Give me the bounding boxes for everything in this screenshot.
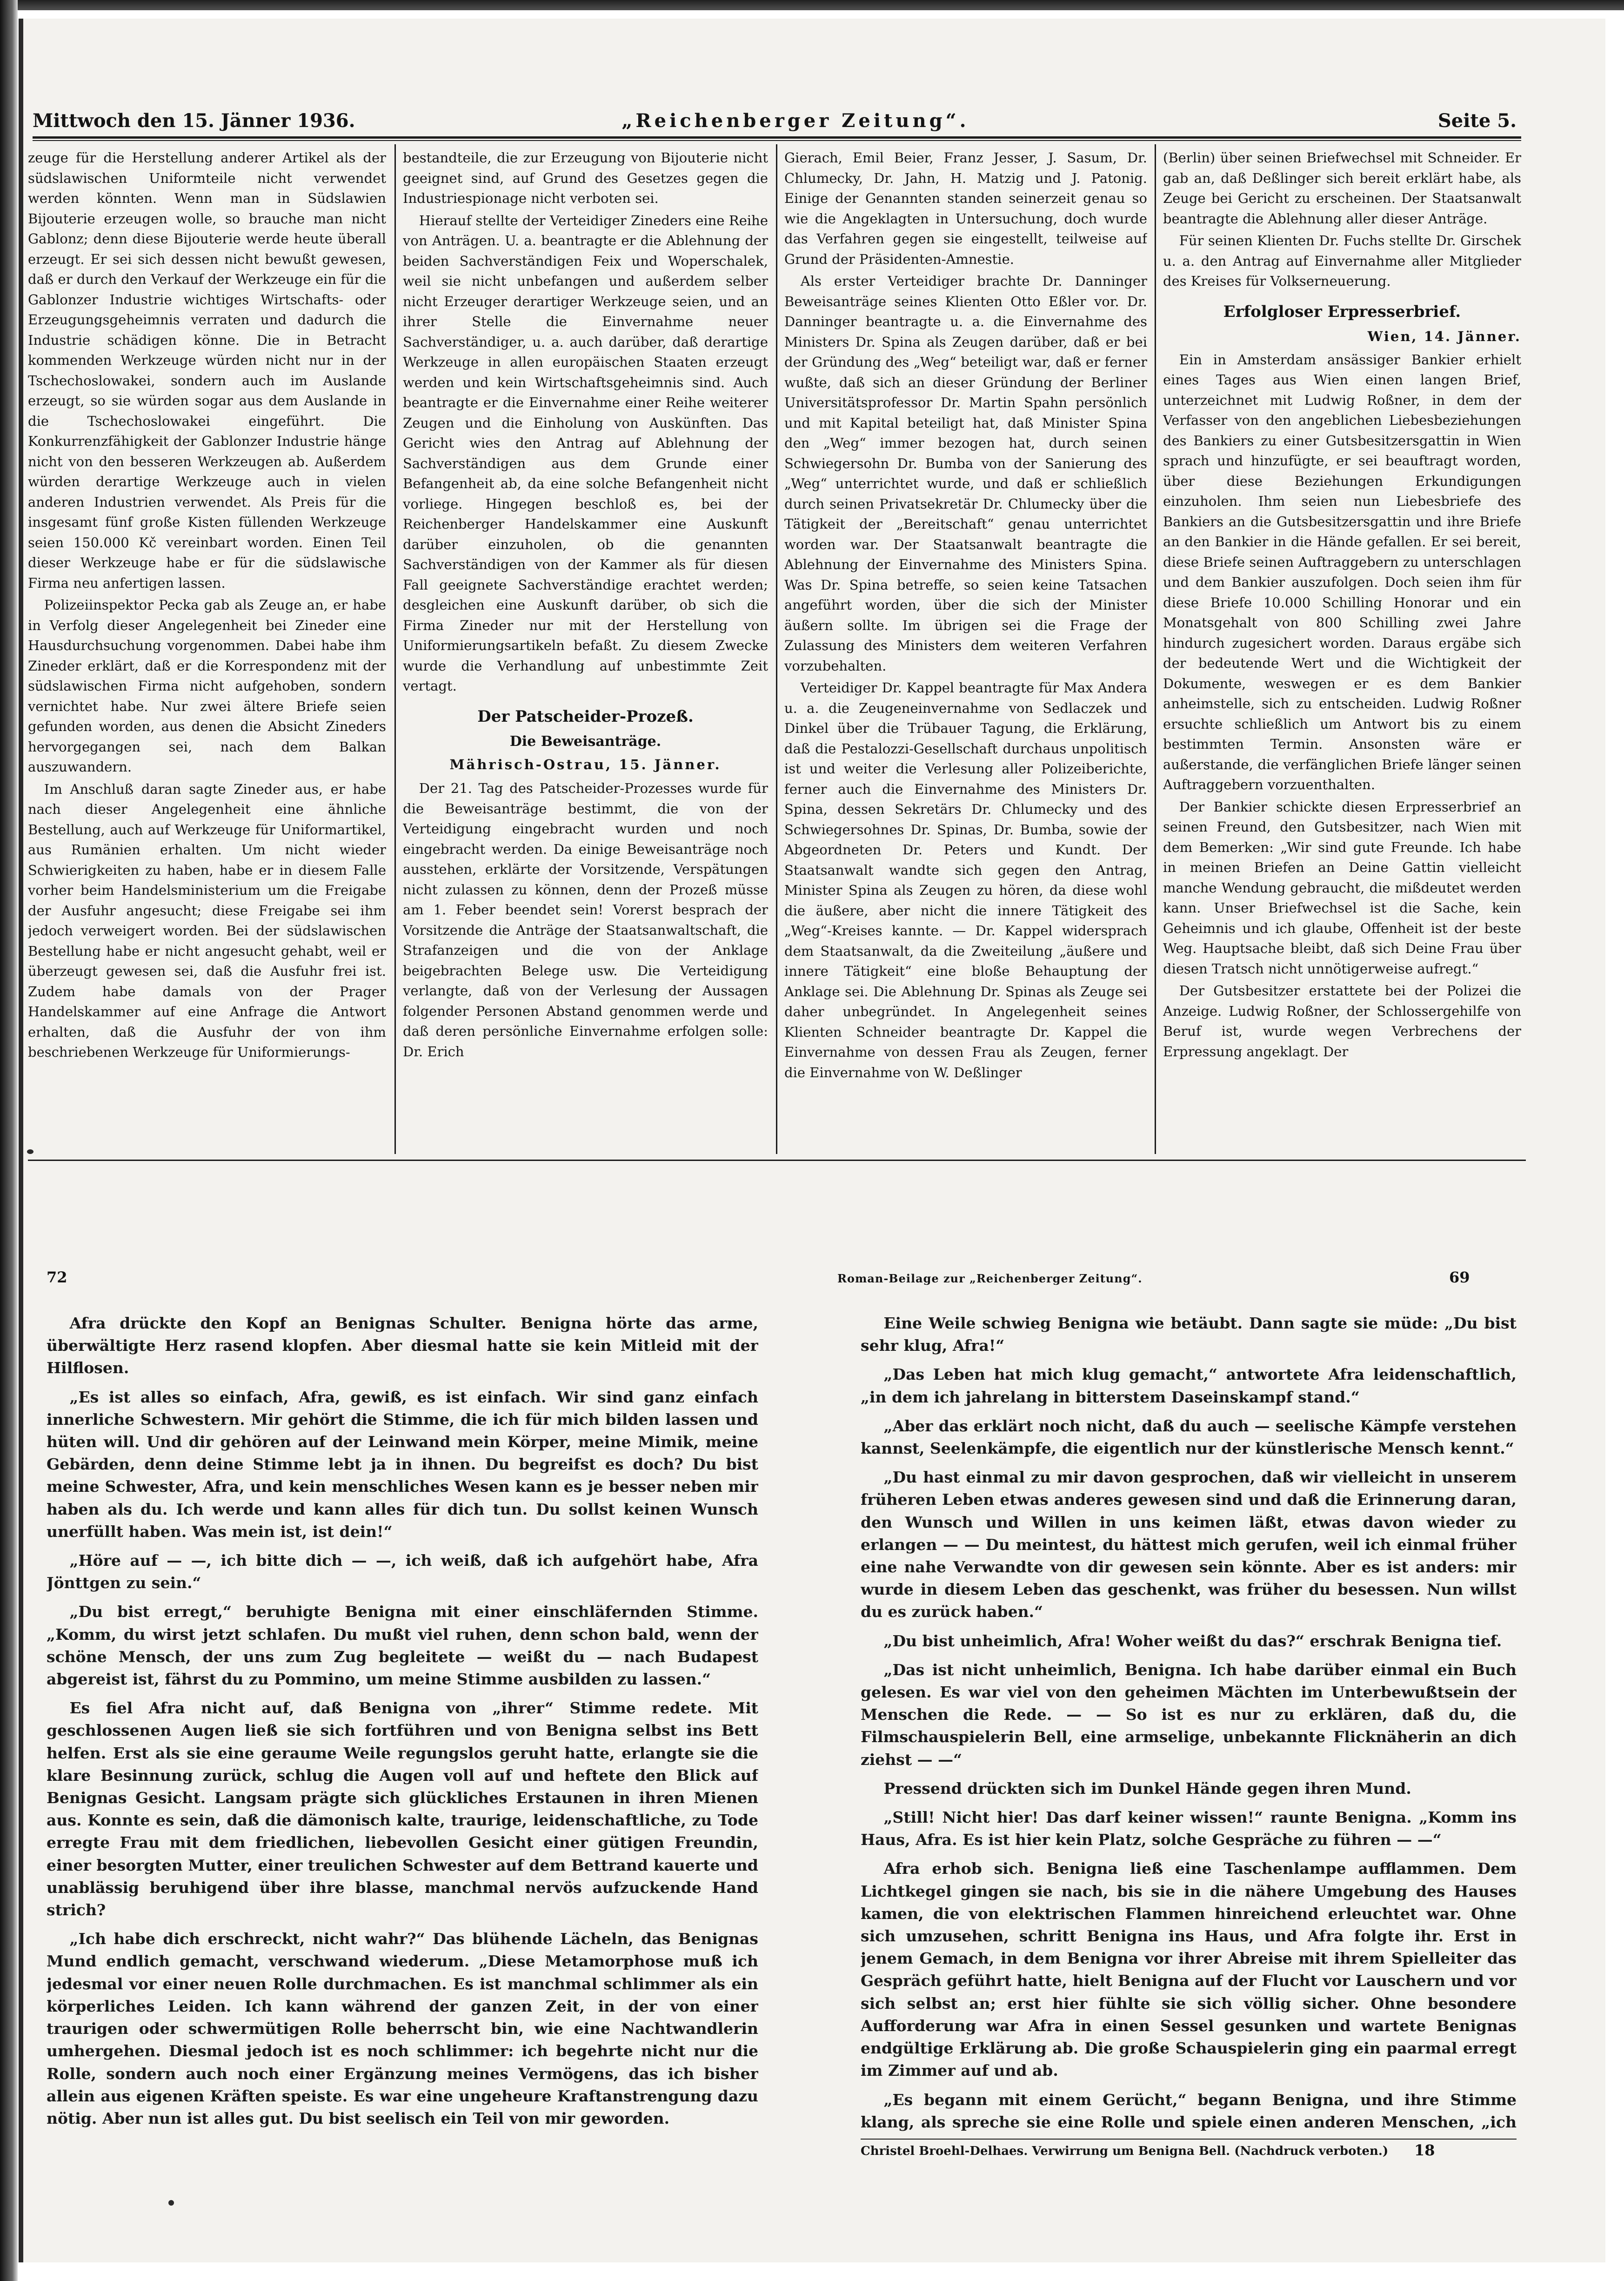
news-column-3 bbox=[784, 148, 1147, 1153]
novel-paragraph: „Ich habe dich erschreckt, nicht wahr?“ Das blühende Lächeln, das Benignas Mund endlich gemacht, verschwand wiederum. „Diese Metamorphose muß ich jedesmal vor einer neuen Rolle durchmachen. Es ist manchmal schlimmer als ein körperliches Leiden. Ich kann während der ganzen Zeit, in der von einer traurigen oder schwermütigen Rolle beherrscht bin, wie eine Nachtwandlerin umhergehen. Diesmal jedoch ist es noch schlimmer: ich begehrte nicht nur die Rolle, sondern auch noch einer Ergänzung meines Vermögens, das ich bisher allein aus eigenen Kräften speiste. Es war eine ungeheure Kraftanstrengung dazu nötig. Aber nun ist alles gut. Du bist seelisch ein Teil von mir geworden. bbox=[47, 1930, 758, 2127]
novel-footer-rule bbox=[861, 2139, 1517, 2140]
col2-paragraph: Hierauf stellte der Verteidiger Zineders eine Reihe von Anträgen. U. a. beantragte er die Ablehnung der beiden Sachverständigen Feix und Woperschalek, weil sie nicht unbefangen und außerdem selber nicht Erzeuger derartiger Werkzeuge seien, und an ihrer Stelle die Einvernahme neuer Sachverständiger, u. a. auch darüber, daß derartige Werkzeuge in allen europäischen Staaten erzeugt werden und kein Wirtschaftsgeheimnis sind. Auch beantragte er die Einvernahme einer Reihe weiterer Zeugen und die Einholung von Auskünften. Das Gericht wies den Antrag auf Ablehnung der Sachverständigen aus dem Grunde einer Befangenheit ab, da eine solche Befangenheit nicht vorliege. Hingegen beschloß es, bei der Reichenberger Handelskammer eine Auskunft darüber einzuholen, ob die genannten Sachverständigen von der Kammer als für diesen Fall geeignete Sachverständige erachtet werden; desgleichen eine Auskunft darüber, ob sich die Firma Zineder nur mit der Herstellung von Uniformierungsartikeln befaßt. Zu diesem Zwecke wurde die Verhandlung auf unbestimmte Zeit vertagt. bbox=[403, 212, 768, 694]
print-smudge bbox=[168, 2200, 174, 2206]
novel-paragraph: „Du bist unheimlich, Afra! Woher weißt du das?“ erschrak Benigna tief. bbox=[883, 1631, 1502, 1650]
news-column-1 bbox=[28, 148, 386, 1153]
novel-paragraph: „Es ist alles so einfach, Afra, gewiß, es ist einfach. Wir sind ganz einfach innerliche Schwestern. Mir gehört die Stimme, die ich für mich bilden lassen und hüten will. Und dir gehören auf der Leinwand mein Körper, meine Mimik, meine Gebärden, denn deine Stimme lebt ja in ihnen. Du begreifst es doch? Du bist meine Schwester, Afra, und kein menschliches Wesen kann es je besser neben mir haben als du. Ich werde und kann alles für dich tun. Du sollst keinen Wunsch unerfüllt haben. Was mein ist, ist dein!“ bbox=[47, 1388, 758, 1541]
print-smudge bbox=[27, 1149, 33, 1154]
novel-signature-number: 18 bbox=[1414, 2141, 1435, 2159]
header-rule-thin bbox=[33, 140, 1521, 141]
col1-paragraph: Im Anschluß daran sagte Zineder aus, er habe nach dieser Angelegenheit eine ähnliche Bestellung, auch auf Werkzeuge für Uniformartikel, aus Rumänien erhalten. Um nicht wieder Schwierigkeiten zu haben, habe er in diesem Falle vorher beim Handelsministerium um die Freigabe der Ausfuhr angesucht; diese Freigabe sei ihm jedoch verweigert worden. Bei der südslawischen Bestellung habe er nicht angesucht gehabt, weil er überzeugt gewesen sei, daß die Ausfuhr frei ist. Zudem habe damals von der Prager Handelskammer auf eine Anfrage die Antwort erhalten, daß die Ausfuhr der von ihm beschriebenen Werkzeuge für Uniformierungs- bbox=[28, 781, 386, 1060]
novel-paragraph: „Das ist nicht unheimlich, Benigna. Ich habe darüber einmal ein Buch gelesen. Es war viel von den geheimen Mächten im Unterbewußtsein der Menschen die Rede. — — So ist es nur zu erklären, daß du, die Filmschauspielerin Bell, eine armselige, unbekannte Flicknäherin an dich ziehst — —“ bbox=[861, 1660, 1517, 1769]
col2-paragraph: Der 21. Tag des Patscheider-Prozesses wurde für die Beweisanträge bestimmt, die von der Verteidigung eingebracht wurden und noch eingebracht werden. Da einige Beweisanträge noch ausstehen, erklärte der Vorsitzende, Verspätungen nicht zulassen zu können, denn der Prozeß müsse am 1. Feber beendet sein! Vorerst besprach der Vorsitzende die Anträge der Staatsanwaltschaft, die Strafanzeigen und die von der Anklage beigebrachten Belege usw. Die Verteidigung verlangte, daß von der Verlesung der Aussagen folgender Personen Abstand genommen werde und daß deren persönliche Einvernahme erfolgen solle: Dr. Erich bbox=[403, 780, 768, 1060]
novel-paragraph: Eine Weile schwieg Benigna wie betäubt. Dann sagte sie müde: „Du bist sehr klug, Afra!“ bbox=[861, 1314, 1517, 1355]
article-heading-patscheider: Der Patscheider-Prozeß. bbox=[477, 707, 694, 726]
novel-paragraph: Es fiel Afra nicht auf, daß Benigna von „ihrer“ Stimme redete. Mit geschlossenen Augen ließ sie sich fortführen und von Benigna selbst ins Bett helfen. Erst als sie eine geraume Weile regungslos geruht hatte, erlangte sie die klare Besinnung zurück, schlug die Augen voll auf und heftete den Blick auf Benignas Gesicht. Langsam prägte sich glückliches Erstaunen in ihren Mienen aus. Konnte es sein, daß die dämonisch kalte, traurige, leidenschaftliche, zu Tode erregte Frau mit dem friedlichen, liebevollen Gesicht einer gütigen Freundin, einer besorgten Mutter, einer treulichen Schwester auf dem Bettrand kauerte und unablässig beruhigend über ihre blasse, manchmal nervös aufzuckende Hand strich? bbox=[47, 1699, 758, 1919]
article-dateline: Mährisch-Ostrau, 15. Jänner. bbox=[449, 756, 722, 772]
novel-paragraph: „Du hast einmal zu mir davon gesprochen, daß wir vielleicht in unserem früheren Leben etwas anderes gewesen sind und daß die Erinnerung daran, den Wunsch und Willen in uns keimen läßt, etwas davon wieder zu erlangen — — Du meintest, du hättest mich gerufen, weil ich einmal früher eine nahe Verwandte von dir gewesen sein könnte. Aber es ist anders: mir wurde in diesem Leben das geschenkt, was früher du besessen. Nun willst du es zurück haben.“ bbox=[861, 1468, 1517, 1621]
col1-paragraph: Polizeiinspektor Pecka gab als Zeuge an, er habe in Verfolg dieser Angelegenheit bei Zineder eine Hausdurchsuchung vorgenommen. Dabei habe ihm Zineder erklärt, daß er die Korrespondenz mit der südslawischen Firma nicht aufgehoben, sondern vernichtet habe. Nur zwei ältere Briefe seien gefunden worden, aus denen die Absicht Zineders hervorgegangen sei, nach dem Balkan auszuwandern. bbox=[28, 597, 386, 775]
novel-column-right bbox=[861, 1312, 1517, 2131]
header-date: Mittwoch den 15. Jänner 1936. bbox=[33, 110, 355, 132]
col4-paragraph: Für seinen Klienten Dr. Fuchs stellte Dr. Girschek u. a. den Antrag auf Einvernahme aller Mitglieder des Kreises für Volkserneuerung. bbox=[1163, 233, 1521, 289]
scan-edge-top bbox=[0, 0, 1624, 10]
col3-paragraph: Verteidiger Dr. Kappel beantragte für Max Andera u. a. die Zeugeneinvernahme von Sedlaczek und Dinkel über die Trübauer Tagung, die Erklärung, daß die Pestalozzi-Gesellschaft durchaus unpolitisch ist und weiter die Verlesung aller Polizeiberichte, ferner auch die Einvernahme des Ministers Dr. Spina, dessen Sekretärs Dr. Chlumecky und des Schwiegersohnes Dr. Spinas, Dr. Bumba, sowie der Abgeordneten Dr. Peters und Kundt. Der Staatsanwalt wandte sich gegen den Antrag, Minister Spina als Zeugen zu hören, da diese wohl die äußere, aber nicht die innere Tätigkeit des „Weg“-Kreises kannte. — Dr. Kappel widersprach dem Staatsanwalt, da die Zweiteilung „äußere und innere Tätigkeit“ eine bloße Behauptung der Anklage sei. Die Ablehnung Dr. Spinas als Zeuge sei daher unbegründet. In Angelegenheit seines Klienten Schneider beantragte Dr. Kappel die Einvernahme von dessen Frau als Zeugen, ferner die Einvernahme von W. Deßlinger bbox=[784, 680, 1147, 1080]
novel-page-number-right: 69 bbox=[1449, 1268, 1470, 1286]
novel-paragraph: Afra erhob sich. Benigna ließ eine Taschenlampe aufflammen. Dem Lichtkegel gingen sie nach, bis sie in die nähere Umgebung des Hauses kamen, die von elektrischen Flammen hinreichend erleuchtet war. Ohne sich umzusehen, schritt Benigna ins Haus, und Afra folgte ihr. Erst in jenem Gemach, in dem Benigna vor ihrer Abreise mit ihrem Spielleiter das Gespräch geführt hatte, hielt Benigna auf der Flucht vor Lauschern und vor sich selbst an; erst hier fühlte sie sich völlig sicher. Ohne besondere Aufforderung war Afra in einen Sessel gesunken und wartete Benignas endgültige Erklärung ab. Die große Schauspielerin ging ein paarmal erregt im Zimmer auf und ab. bbox=[861, 1859, 1517, 2080]
novel-footer-credit: Christel Broehl-Delhaes. Verwirrung um Benigna Bell. (Nachdruck verboten.) bbox=[861, 2144, 1389, 2158]
article-dateline: Wien, 14. Jänner. bbox=[1367, 329, 1521, 344]
page-header bbox=[33, 107, 1517, 135]
novel-running-head: Roman-Beilage zur „Reichenberger Zeitung“. bbox=[837, 1272, 1143, 1285]
column-divider-1 bbox=[394, 144, 396, 1154]
header-page-number: Seite 5. bbox=[1437, 110, 1517, 132]
col3-paragraph: Gierach, Emil Beier, Franz Jesser, J. Sasum, Dr. Chlumecky, Dr. Jahn, H. Matzig und J. Patonig. Einige der Genannten standen seinerzeit genau so wie die Angeklagten in Untersuchung, doch wurde das Verfahren gegen sie eingestellt, teilweise auf Grund der Präsidenten-Amnestie. bbox=[784, 150, 1147, 267]
col1-paragraph: zeuge für die Herstellung anderer Artikel als der südslawischen Uniformteile nicht verwendet werden könnten. Wenn man in Südslawien Bijouterie erzeugen wolle, so brauche man nicht Gablonz; denn diese Bijouterie werde heute überall erzeugt. Er sei sich dessen nicht bewußt gewesen, daß er durch den Verkauf der Werkzeuge ein für die Gablonzer Industrie wichtiges Wirtschafts- oder Erzeugungsgeheimnis verraten und dadurch die Industrie schädigen könne. Die in Betracht kommenden Werkzeuge würden nicht nur in der Tschechoslowakei, sondern auch im Auslande erzeugt, so sie würden sogar aus dem Auslande in die Tschechoslowakei eingeführt. Die Konkurrenzfähigkeit der Gablonzer Industrie hänge nicht von den besseren Werkzeugen ab. Außerdem würden derartige Werkzeuge auch in vielen anderen Industrien verwendet. Als Preis für die insgesamt fünf große Kisten füllenden Werkzeuge seien 150.000 Kč vereinbart worden. Einen Teil dieser Werkzeuge habe er für die südslawische Firma neu anfertigen lassen. bbox=[28, 150, 386, 591]
scan-edge-left bbox=[0, 0, 18, 2281]
col3-paragraph: Als erster Verteidiger brachte Dr. Danninger Beweisanträge seines Klienten Otto Eßler vor. Dr. Danninger beantragte u. a. die Einvernahme des Ministers Dr. Spina als Zeugen darüber, daß er bei der Gründung des „Weg“ beteiligt war, daß er ferner wußte, daß sich an dieser Gründung der Berliner Universitätsprofessor Dr. Martin Spahn persönlich und mit Kapital beteiligt hat, daß Minister Spina den „Weg“ immer bezogen hat, durch seinen Schwiegersohn Dr. Bumba von der Sanierung des „Weg“ unterrichtet wurde, und daß er schließlich durch seinen Privatsekretär Dr. Chlumecky über die Tätigkeit der „Bereitschaft“ genau unterrichtet worden war. Der Staatsanwalt beantragte die Ablehnung der Einvernahme des Ministers Spina. Was Dr. Spina betreffe, so seien keine Tatsachen angeführt worden, über die sich der Minister äußern sollte. Im übrigen sei die Frage der Zulassung des Ministers dem weiteren Verfahren vorzubehalten. bbox=[784, 273, 1147, 674]
page-bottom-rule bbox=[28, 1160, 1526, 1161]
header-paper-title: „Reichenberger Zeitung“. bbox=[622, 110, 969, 132]
news-column-4 bbox=[1163, 148, 1521, 1153]
novel-paragraph: „Still! Nicht hier! Das darf keiner wissen!“ raunte Benigna. „Komm ins Haus, Afra. Es ist hier kein Platz, solche Gespräche zu führen — —“ bbox=[861, 1808, 1517, 1849]
article-subheading: Die Beweisanträge. bbox=[509, 733, 662, 750]
novel-paragraph: Pressend drückten sich im Dunkel Hände gegen ihren Mund. bbox=[883, 1779, 1411, 1798]
novel-paragraph: „Das Leben hat mich klug gemacht,“ antwortete Afra leidenschaftlich, „in dem ich jahrelang in bitterstem Daseinskampf stand.“ bbox=[861, 1365, 1517, 1406]
col4-paragraph: (Berlin) über seinen Briefwechsel mit Schneider. Er gab an, daß Deßlinger sich bereit erklärt habe, als Zeuge bei Gericht zu erscheinen. Der Staatsanwalt beantragte die Ablehnung aller dieser Anträge. bbox=[1163, 150, 1521, 227]
col4-paragraph: Der Gutsbesitzer erstattete bei der Polizei die Anzeige. Ludwig Roßner, der Schlossergehilfe von Beruf ist, wurde wegen Verbrechens der Erpressung angeklagt. Der bbox=[1163, 983, 1521, 1060]
article-heading-erpresserbrief: Erfolgloser Erpresserbrief. bbox=[1223, 302, 1461, 321]
novel-paragraph: „Es begann mit einem Gerücht,“ begann Benigna, und ihre Stimme klang, als spreche sie eine Rolle und spiele einen anderen Menschen, „ich bbox=[861, 2090, 1517, 2131]
column-divider-3 bbox=[1155, 144, 1156, 1154]
novel-paragraph: Afra drückte den Kopf an Benignas Schulter. Benigna hörte das arme, überwältigte Herz rasend klopfen. Aber diesmal hatte sie kein Mitleid mit der Hilflosen. bbox=[47, 1314, 758, 1377]
novel-page-number-left: 72 bbox=[47, 1268, 67, 1286]
news-column-2 bbox=[403, 148, 768, 1153]
col4-paragraph: Der Bankier schickte diesen Erpresserbrief an seinen Freund, den Gutsbesitzer, nach Wien mit dem Bemerken: „Wir sind gute Freunde. Ich habe in meinen Briefen an Deine Gattin vielleicht manche Wendung gebraucht, die mißdeutet werden kann. Unser Briefwechsel ist die Sache, kein Geheimnis und ich glaube, Offenheit ist der beste Weg. Hauptsache bleibt, daß sich Deine Frau über diesen Tratsch nicht unnötigerweise aufregt.“ bbox=[1163, 798, 1521, 977]
novel-paragraph: „Du bist erregt,“ beruhigte Benigna mit einer einschläfernden Stimme. „Komm, du wirst jetzt schlafen. Du mußt viel ruhen, denn schon bald, wenn der schöne Mensch, der uns zum Zug begleitete — weißt du — nach Budapest abgereist ist, fährst du zu Pommino, um meine Stimme ausbilden zu lassen.“ bbox=[47, 1603, 758, 1689]
novel-paragraph: „Aber das erklärt noch nicht, daß du auch — seelische Kämpfe verstehen kannst, Seelenkämpfe, die eigentlich nur der künstlerische Mensch kennt.“ bbox=[861, 1416, 1517, 1458]
header-rule bbox=[33, 136, 1521, 139]
col4-paragraph: Ein in Amsterdam ansässiger Bankier erhielt eines Tages aus Wien einen langen Brief, unterzeichnet mit Ludwig Roßner, in dem der Verfasser von den angeblichen Liebesbeziehungen des Bankiers zu einer Gutsbesitzersgattin in Wien sprach und hinzufügte, er sei beauftragt worden, über diese Beziehungen Erkundigungen einzuholen. Ihm seien nun Liebesbriefe des Bankiers an die Gutsbesitzersgattin und ihre Briefe an den Bankier in die Hände gefallen. Er sei bereit, diese Briefe seinen Auftraggebern zu unterschlagen und dem Bankier auszufolgen. Doch seien ihm für diese Briefe 10.000 Schilling Honorar und ein Monatsgehalt von 800 Schilling zwei Jahre hindurch zugesichert worden. Daraus ergäbe sich der bedeutende Wert und die Wichtigkeit der Dokumente, weswegen er es dem Bankier anheimstelle, sich zu entscheiden. Ludwig Roßner ersuchte schließlich um Antwort bis zu einem bestimmten Termin. Ansonsten wäre er außerstande, die verfänglichen Briefe länger seinen Auftraggebern vorzuenthalten. bbox=[1163, 351, 1521, 792]
novel-paragraph: „Höre auf — —, ich bitte dich — —, ich weiß, daß ich aufgehört habe, Afra Jönttgen zu sein.“ bbox=[47, 1551, 758, 1592]
col2-paragraph: bestandteile, die zur Erzeugung von Bijouterie nicht geeignet sind, auf Grund des Gesetzes gegen die Industriespionage nicht verboten sei. bbox=[403, 150, 768, 206]
column-divider-2 bbox=[776, 144, 777, 1154]
novel-column-left bbox=[47, 1312, 758, 2164]
